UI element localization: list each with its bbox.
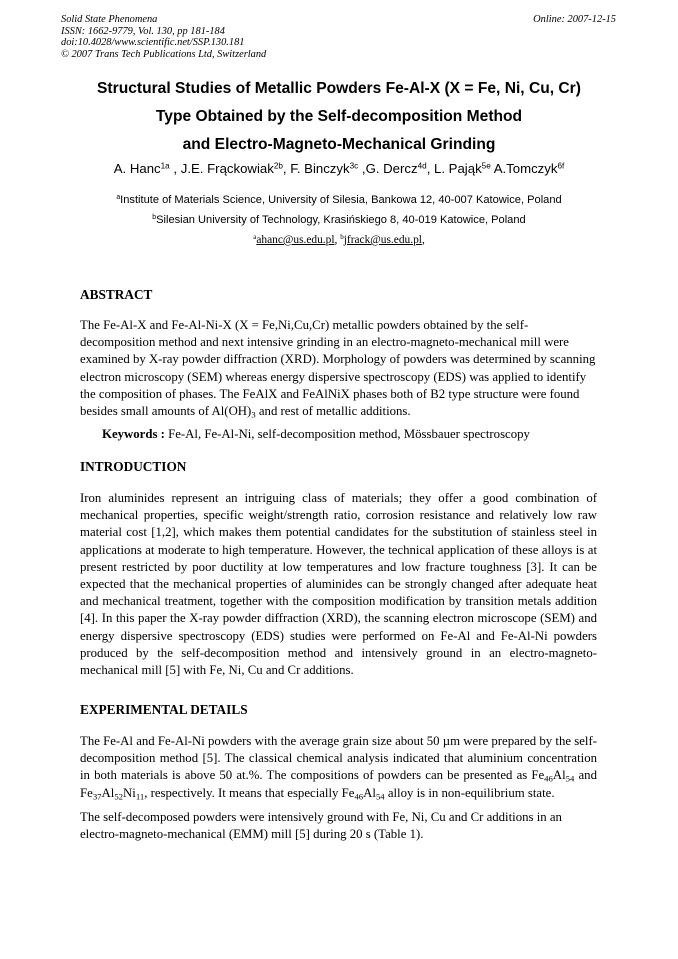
experimental-heading: EXPERIMENTAL DETAILS (80, 702, 248, 717)
paper-title-line-2: Type Obtained by the Self-decomposition Method (155, 108, 523, 125)
paper-title-line-3: and Electro-Magneto-Mechanical Grinding (182, 136, 496, 153)
keywords-text: Fe-Al, Fe-Al-Ni, self-decomposition method, Mössbauer spectroscopy (164, 427, 530, 441)
author-name: A. Hanc (113, 161, 161, 176)
affiliation-a (40, 194, 638, 206)
abstract-text-part: The Fe-Al-X and Fe-Al-Ni-X (X = Fe,Ni,Cu,Cr) metallic powders obtained by the self-decomposition method and next intensive grinding in an electro-magneto-mechanical mill were examined by X-ray powder diffraction (XRD). Morphology of powders was determined by scanning electron microscopy (SEM) whereas energy dispersive spectroscopy (EDS) was applied to identify the composition of phases. The FeAlX and FeAlNiX phases both of B2 type structure were found besides small amounts of Al(OH) (80, 318, 596, 419)
author-name: F. Binczyk (290, 161, 350, 176)
author-sep: , (169, 161, 181, 176)
author-name: A.Tomczyk (493, 161, 558, 176)
affiliation-text: Institute of Materials Science, University of Silesia, Bankowa 12, 40-007 Katowice, Poland (120, 194, 562, 206)
text-run: Ni (123, 785, 136, 800)
email-sup: a (253, 233, 257, 242)
author-list (40, 161, 638, 176)
copyright-line: © 2007 Trans Tech Publications Ltd, Switzerland (61, 48, 267, 60)
author-sup: 2b (273, 161, 283, 171)
author-sup: 3c (349, 161, 359, 171)
issn-line: ISSN: 1662-9779, Vol. 130, pp 181-184 (61, 25, 225, 37)
introduction-text: Iron aluminides represent an intriguing class of materials; they offer a good combination of mechanical properties, specific weight/strength ratio, corrosion resistance and relatively low raw material cost [1,2], which makes them potential candidates for the substitution of stainless steel in applications at moderate to high temperature. However, the technical application of these alloys is at present restricted by poor ductility at low temperatures and low fracture toughness [3]. It can be expected that the mechanical properties of aluminides can be strongly changed after adequate heat and mechanical treatment, together with the composition modification by transition metals addition [4]. In this paper the X-ray powder diffraction (XRD), the scanning electron microscope (SEM) and energy dispersive spectroscopy (EDS) studies were performed on Fe-Al and Fe-Al-Ni powders produced by the self-decomposition method and intensively ground in an electro-magneto-mechanical mill [5] with Fe, Ni, Cu and Cr additions. (80, 491, 597, 678)
abstract-heading: ABSTRACT (80, 287, 153, 302)
affiliation-b (40, 214, 638, 226)
author-sep: , (426, 161, 435, 176)
email-sup: b (340, 233, 344, 242)
author-name: J.E. Frąckowiak (180, 161, 274, 176)
text-run: alloy is in non-equilibrium state. (384, 785, 555, 800)
affiliation-text: Silesian University of Technology, Krasińskiego 8, 40-019 Katowice, Poland (156, 214, 526, 226)
subscript: 37 (92, 791, 102, 802)
abstract-text (80, 317, 597, 420)
introduction-heading: INTRODUCTION (80, 459, 187, 474)
abstract-subscript: 3 (251, 409, 256, 420)
email-link-b[interactable]: jfrack@us.edu.pl (343, 234, 422, 246)
experimental-paragraph-1 (80, 733, 597, 802)
author-sup: 5e (481, 161, 491, 171)
subscript: 46 (354, 791, 364, 802)
online-date: Online: 2007-12-15 (533, 14, 616, 25)
abstract-text-part: and rest of metallic additions. (255, 404, 411, 419)
text-run: , respectively. It means that especially Fe (144, 785, 355, 800)
doi-line: doi:10.4028/www.scientific.net/SSP.130.181 (61, 37, 245, 48)
text-run: and Fe (80, 768, 597, 800)
author-sep: , (282, 161, 291, 176)
subscript: 54 (565, 773, 575, 784)
author-sup: 4d (417, 161, 427, 171)
text-run: Al (363, 785, 376, 800)
email-line (40, 234, 638, 246)
text-run: The Fe-Al and Fe-Al-Ni powders with the average grain size about 50 µm were prepared by the self-decomposition method [5]. The classical chemical analysis indicated that aluminium concentration in both materials is above 50 at.%. The compositions of powders can be presented as Fe (80, 734, 597, 783)
journal-name: Solid State Phenomena (61, 14, 158, 25)
author-sup: 1a (160, 161, 170, 171)
text-run: Al (552, 768, 566, 783)
email-link-a[interactable]: ahanc@us.edu.pl (256, 234, 335, 246)
email-end: , (421, 234, 425, 246)
author-name: L. Pająk (434, 161, 482, 176)
email-sep: , (334, 234, 341, 246)
affiliation-sup: a (116, 194, 121, 202)
subscript: 46 (544, 773, 553, 784)
subscript: 52 (114, 791, 123, 802)
subscript: 11 (135, 791, 145, 802)
paper-title-line-1: Structural Studies of Metallic Powders Fe-Al-X (X = Fe, Ni, Cu, Cr) (97, 80, 581, 97)
text-run: Al (101, 785, 115, 800)
affiliation-sup: b (152, 214, 157, 222)
author-sep: , (358, 161, 366, 176)
author-name: G. Dercz (365, 161, 418, 176)
running-header (61, 14, 616, 60)
author-sup: 6f (557, 161, 565, 171)
experimental-paragraph-2: The self-decomposed powders were intensively ground with Fe, Ni, Cu and Cr additions in an electro-magneto-mechanical (EMM) mill [5] during 20 s (Table 1). (80, 810, 562, 842)
keywords-line (102, 427, 530, 442)
keywords-label: Keywords : (102, 427, 165, 441)
subscript: 54 (375, 791, 385, 802)
